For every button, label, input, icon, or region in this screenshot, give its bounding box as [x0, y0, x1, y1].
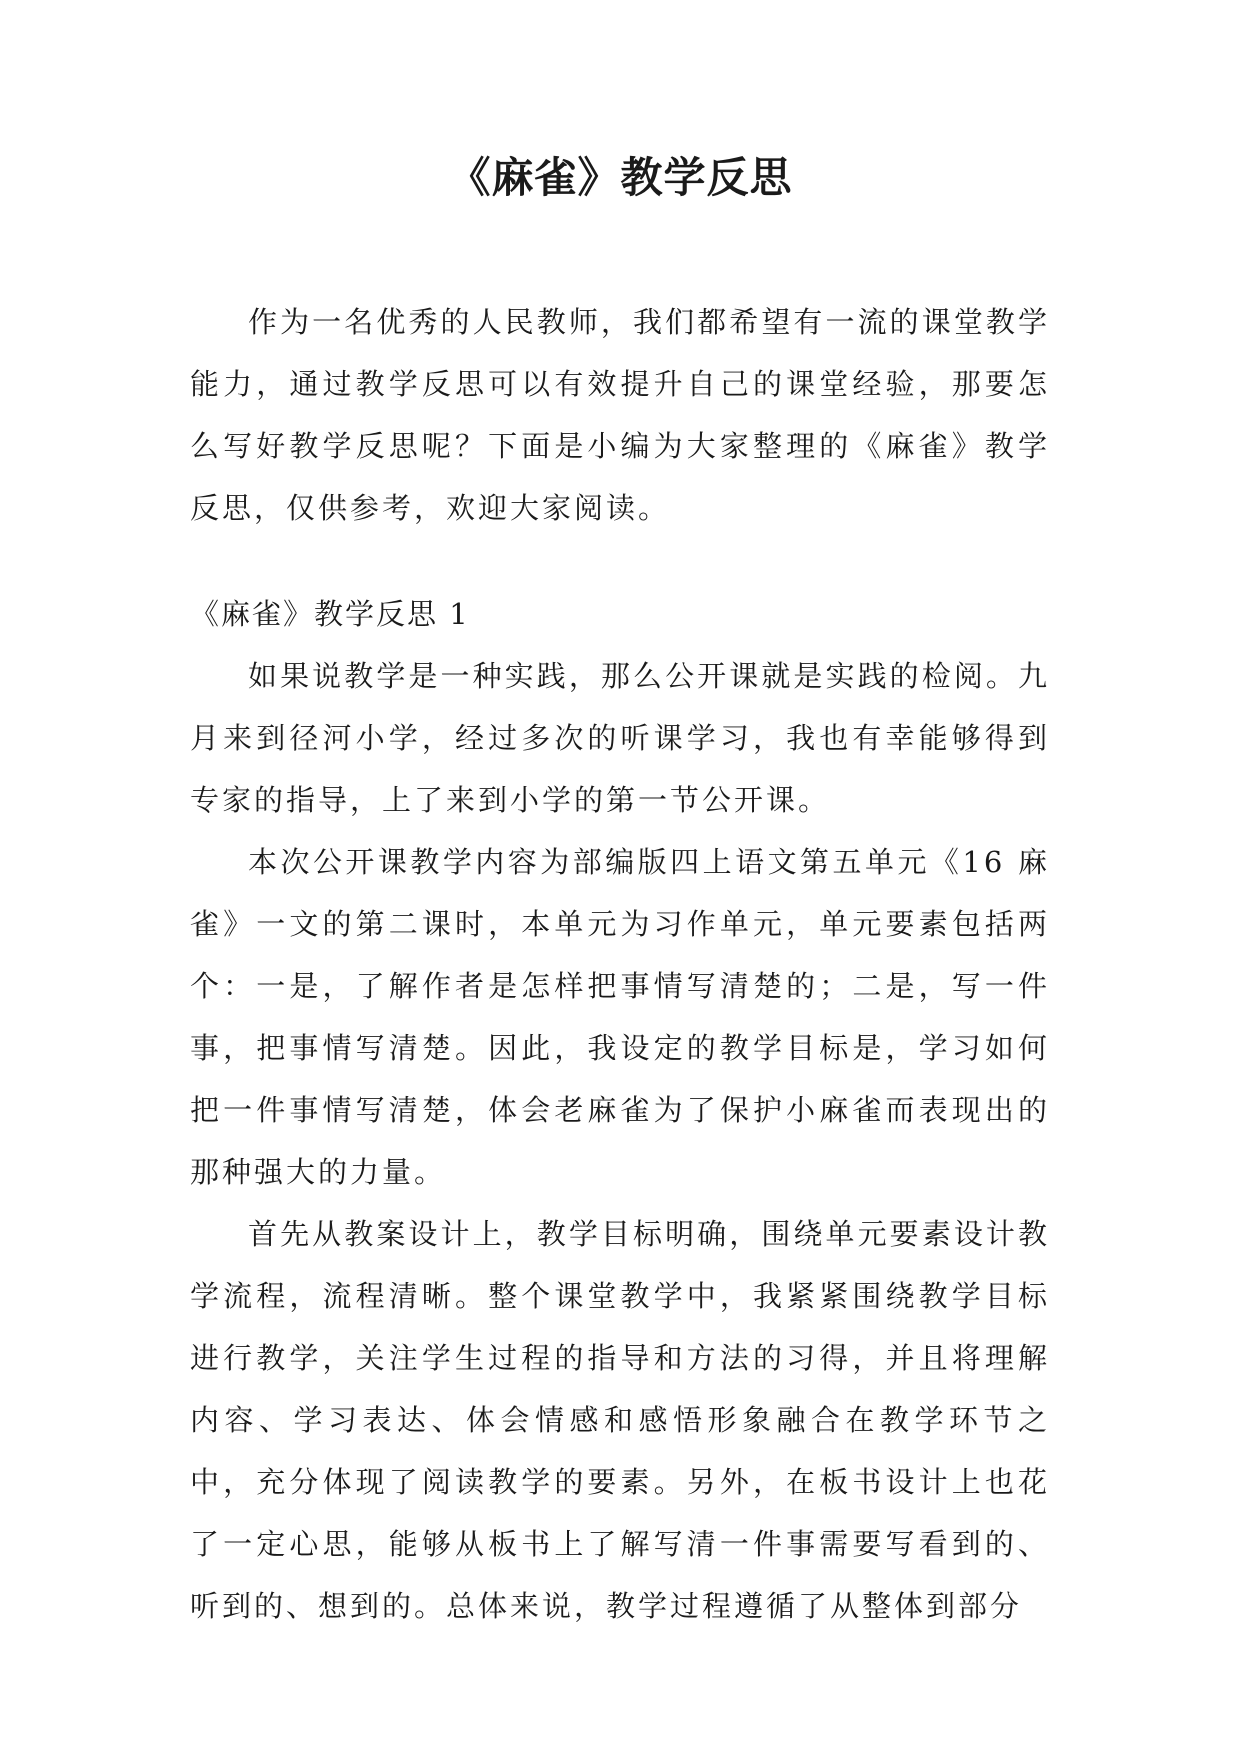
document-title: 《麻雀》教学反思 — [448, 153, 793, 202]
intro-paragraph: 作为一名优秀的人民教师，我们都希望有一流的课堂教学能力，通过教学反思可以有效提升自己的课堂经验，那要怎么写好教学反思呢？下面是小编为大家整理的《麻雀》教学反思，仅供参考，欢迎大家阅读。 — [190, 305, 1050, 525]
body-paragraph-3: 首先从教案设计上，教学目标明确，围绕单元要素设计教学流程，流程清晰。整个课堂教学中，我紧紧围绕教学目标进行教学，关注学生过程的指导和方法的习得，并且将理解内容、学习表达、体会情感和感悟形象融合在教学环节之中，充分体现了阅读教学的要素。另外，在板书设计上也花了一定心思，能够从板书上了解写清一件事需要写看到的、听到的、想到的。总体来说，教学过程遵循了从整体到部分 — [190, 1217, 1050, 1623]
body-paragraph-2: 本次公开课教学内容为部编版四上语文第五单元《16 麻雀》一文的第二课时，本单元为习作单元，单元要素包括两个：一是，了解作者是怎样把事情写清楚的；二是，写一件事，把事情写清楚。因此，我设定的教学目标是，学习如何把一件事情写清楚，体会老麻雀为了保护小麻雀而表现出的那种强大的力量。 — [190, 845, 1050, 1189]
body-paragraph-1: 如果说教学是一种实践，那么公开课就是实践的检阅。九月来到径河小学，经过多次的听课学习，我也有幸能够得到专家的指导，上了来到小学的第一节公开课。 — [190, 659, 1050, 817]
section-heading: 《麻雀》教学反思 1 — [190, 597, 470, 631]
document-body — [190, 291, 1050, 1637]
